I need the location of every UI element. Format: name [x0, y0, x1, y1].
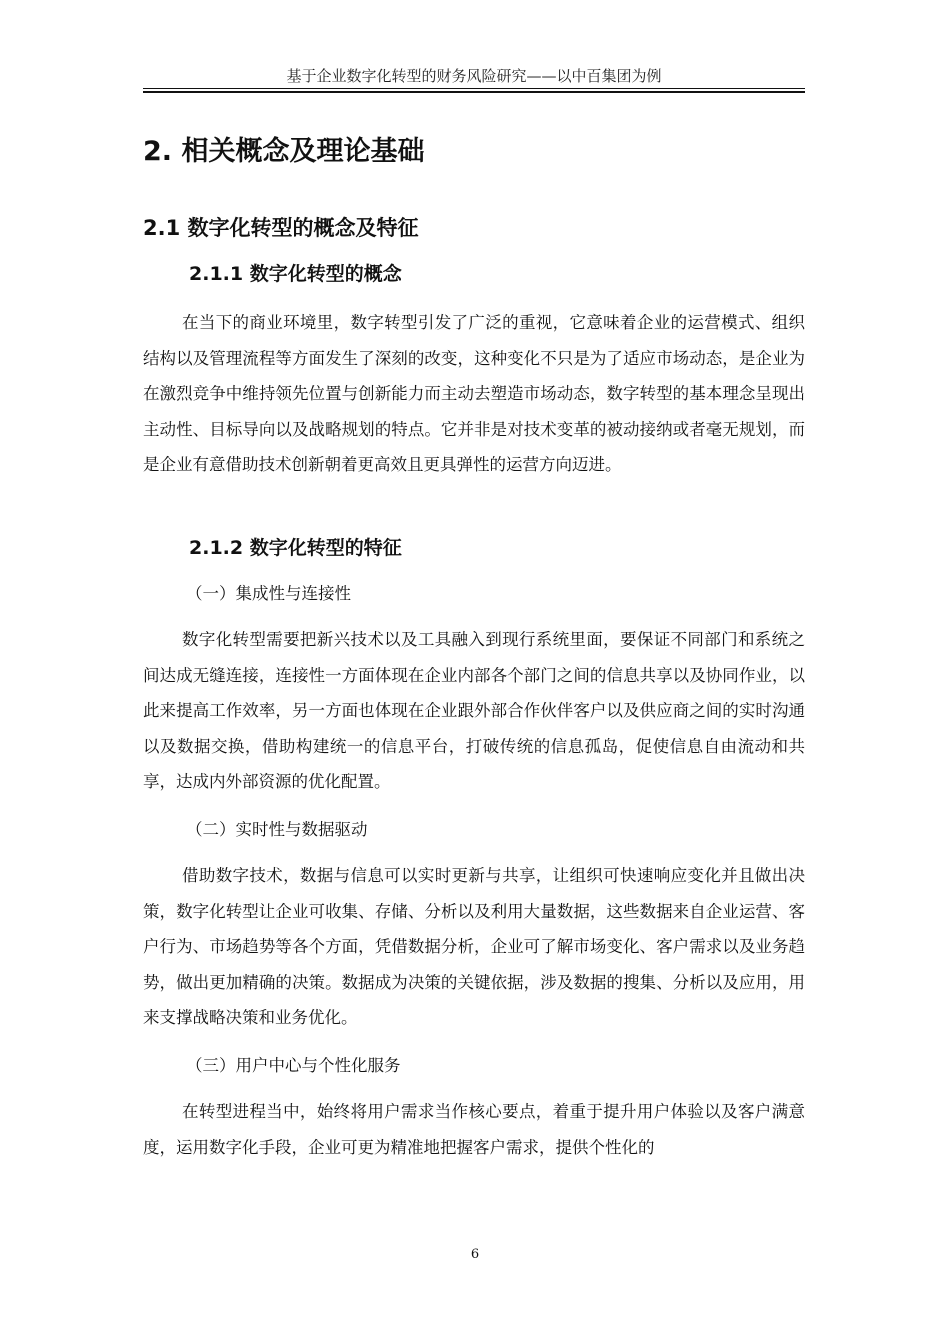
item-heading-user-center: （三）用户中心与个性化服务 — [186, 1056, 401, 1075]
section-title: 2.1 数字化转型的概念及特征 — [143, 216, 419, 240]
paragraph-realtime: 借助数字技术，数据与信息可以实时更新与共享，让组织可快速响应变化并且做出决策，数字化转型让企业可收集、存储、分析以及利用大量数据，这些数据来自企业运营、客户行为、市场趋势等各个方面，凭借数据分析，企业可了解市场变化、客户需求以及业务趋势，做出更加精确的决策。数据成为决策的关键依据，涉及数据的搜集、分析以及应用，用来支撑战略决策和业务优化。 — [143, 866, 805, 1027]
paragraph-user-center: 在转型进程当中，始终将用户需求当作核心要点，着重于提升用户体验以及客户满意度，运用数字化手段，企业可更为精准地把握客户需求，提供个性化的 — [143, 1102, 805, 1157]
header-rule-thin — [143, 88, 805, 89]
page-number: 6 — [470, 1247, 480, 1262]
subsection-title-concept: 2.1.1 数字化转型的概念 — [189, 263, 402, 285]
item-heading-realtime: （二）实时性与数据驱动 — [186, 820, 368, 839]
item-heading-integration: （一）集成性与连接性 — [186, 584, 351, 603]
paragraph-integration: 数字化转型需要把新兴技术以及工具融入到现行系统里面，要保证不同部门和系统之间达成无缝连接，连接性一方面体现在企业内部各个部门之间的信息共享以及协同作业，以此来提高工作效率，另一方面也体现在企业跟外部合作伙伴客户以及供应商之间的实时沟通以及数据交换，借助构建统一的信息平台，打破传统的信息孤岛，促使信息自由流动和共享，达成内外部资源的优化配置。 — [143, 630, 805, 791]
chapter-title: 2. 相关概念及理论基础 — [143, 136, 425, 167]
paragraph-concept: 在当下的商业环境里，数字转型引发了广泛的重视，它意味着企业的运营模式、组织结构以及管理流程等方面发生了深刻的改变，这种变化不只是为了适应市场动态，是企业为在激烈竞争中维持领先位置与创新能力而主动去塑造市场动态，数字转型的基本理念呈现出主动性、目标导向以及战略规划的特点。它并非是对技术变革的被动接纳或者毫无规划，而是企业有意借助技术创新朝着更高效且更具弹性的运营方向迈进。 — [143, 313, 805, 474]
subsection-title-features: 2.1.2 数字化转型的特征 — [189, 537, 402, 559]
running-header: 基于企业数字化转型的财务风险研究——以中百集团为例 — [286, 67, 662, 85]
header-rule-thick — [143, 91, 805, 93]
